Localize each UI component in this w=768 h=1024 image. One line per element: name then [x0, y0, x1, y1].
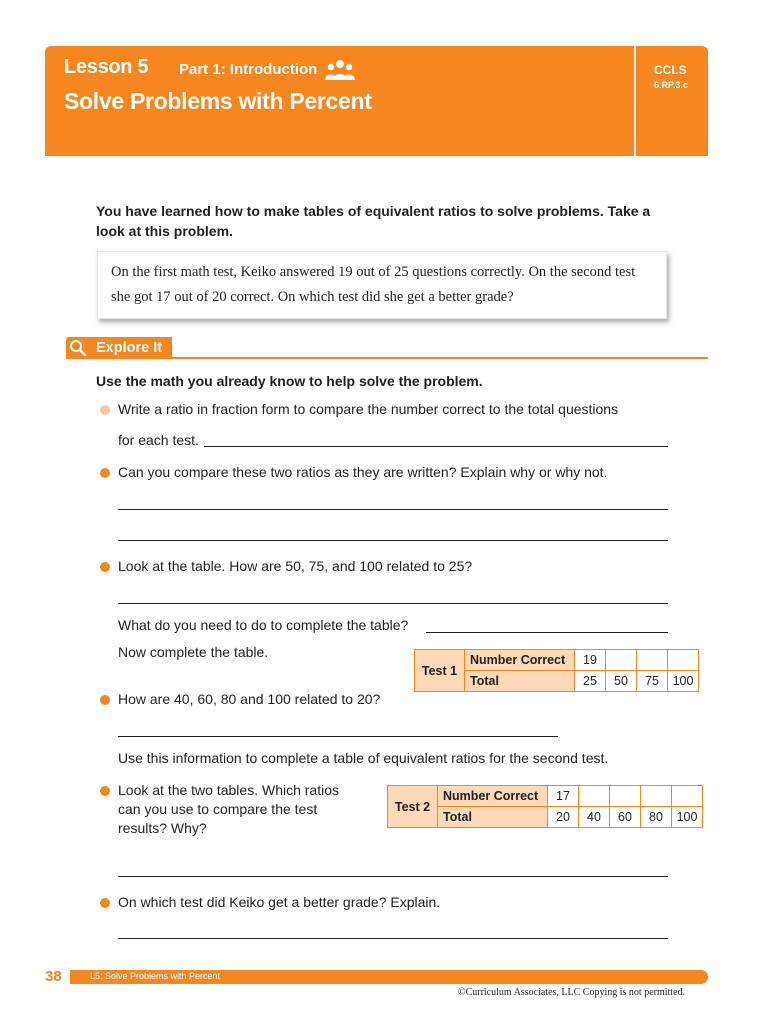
- lesson-title: Solve Problems with Percent: [64, 88, 372, 114]
- problem-text: On the first math test, Keiko answered 19 out of 25 questions correctly. On the second test she got 17 out of 20 correct. On which test did she get a better grade?: [111, 264, 636, 305]
- table-2-row-label-correct: Number Correct: [438, 786, 548, 807]
- table-1-cell[interactable]: [637, 650, 668, 671]
- table-1-row-label-correct: Number Correct: [465, 650, 575, 671]
- test-1-table: [414, 649, 699, 692]
- footer-lesson-label: L5: Solve Problems with Percent: [90, 971, 221, 981]
- table-1-cell: 19: [575, 650, 606, 671]
- lesson-number: Lesson 5: [64, 56, 149, 78]
- question-3: Look at the table. How are 50, 75, and 100 related to 25?: [118, 558, 473, 574]
- explore-rule: [66, 357, 708, 359]
- table-1-cell[interactable]: [668, 650, 699, 671]
- answer-line-q5[interactable]: [118, 876, 668, 877]
- answer-line-q2a[interactable]: [118, 509, 668, 510]
- ccls-standard-code: 6.RP.3.c: [654, 80, 688, 90]
- table-1-cell: 100: [668, 671, 699, 692]
- magnifier-icon: [66, 337, 90, 359]
- table-2-cell[interactable]: [641, 786, 672, 807]
- banner-divider: [634, 46, 636, 156]
- table-1-cell[interactable]: [606, 650, 637, 671]
- copyright-notice: ©Curriculum Associates, LLC Copying is not permitted.: [458, 987, 686, 998]
- explore-it-heading: Explore It: [96, 340, 163, 356]
- table-1-name: Test 1: [415, 650, 465, 692]
- table-2-cell[interactable]: [610, 786, 641, 807]
- people-group-icon: [324, 58, 356, 82]
- question-6: On which test did Keiko get a better grade? Explain.: [118, 894, 441, 910]
- ccls-label: CCLS: [654, 63, 687, 77]
- table-2-cell: 60: [610, 807, 641, 828]
- question-2: Can you compare these two ratios as they are written? Explain why or why not.: [118, 464, 608, 480]
- question-4: How are 40, 60, 80 and 100 related to 20?: [118, 691, 381, 707]
- intro-text: You have learned how to make tables of equivalent ratios to solve problems. Take a look at this problem.: [96, 203, 651, 239]
- answer-line-q3[interactable]: [118, 603, 668, 604]
- table-2-cell[interactable]: [672, 786, 703, 807]
- table-2-cell: 100: [672, 807, 703, 828]
- answer-line-q3b[interactable]: [426, 632, 668, 633]
- answer-line-q1[interactable]: [204, 446, 668, 447]
- bullet-q2: [100, 468, 110, 478]
- page-number: 38: [45, 968, 62, 985]
- question-5-line-2: can you use to compare the test: [118, 801, 318, 817]
- answer-line-q6[interactable]: [118, 938, 668, 939]
- table-1-cell: 25: [575, 671, 606, 692]
- table-2-row-label-total: Total: [438, 807, 548, 828]
- question-5-line-3: results? Why?: [118, 820, 207, 836]
- table-1-cell: 75: [637, 671, 668, 692]
- table-2-cell: 40: [579, 807, 610, 828]
- bullet-q3: [100, 562, 110, 572]
- explore-prompt: Use the math you already know to help solve the problem.: [96, 373, 483, 389]
- table-2-cell: 20: [548, 807, 579, 828]
- answer-line-q2b[interactable]: [118, 540, 668, 541]
- bullet-q4: [100, 695, 110, 705]
- table-2-cell: 80: [641, 807, 672, 828]
- table-2-cell: 17: [548, 786, 579, 807]
- question-1-line-2: for each test.: [118, 432, 199, 448]
- explore-icon-box: [66, 337, 90, 359]
- question-3b: What do you need to do to complete the table?: [118, 617, 409, 633]
- bullet-q5: [100, 786, 110, 796]
- table-2-name: Test 2: [388, 786, 438, 828]
- table-1-cell: 50: [606, 671, 637, 692]
- part-label: Part 1: Introduction: [179, 61, 318, 78]
- table-1-row-label-total: Total: [465, 671, 575, 692]
- table-2-cell[interactable]: [579, 786, 610, 807]
- bullet-q6: [100, 898, 110, 908]
- test-2-table: [387, 785, 703, 828]
- question-5-line-1: Look at the two tables. Which ratios: [118, 782, 339, 798]
- question-3c: Now complete the table.: [118, 644, 269, 660]
- question-4b: Use this information to complete a table of equivalent ratios for the second test.: [118, 750, 609, 766]
- question-1-line-1: Write a ratio in fraction form to compare the number correct to the total questions: [118, 401, 619, 417]
- answer-line-q4[interactable]: [118, 736, 558, 737]
- bullet-q1: [100, 405, 110, 415]
